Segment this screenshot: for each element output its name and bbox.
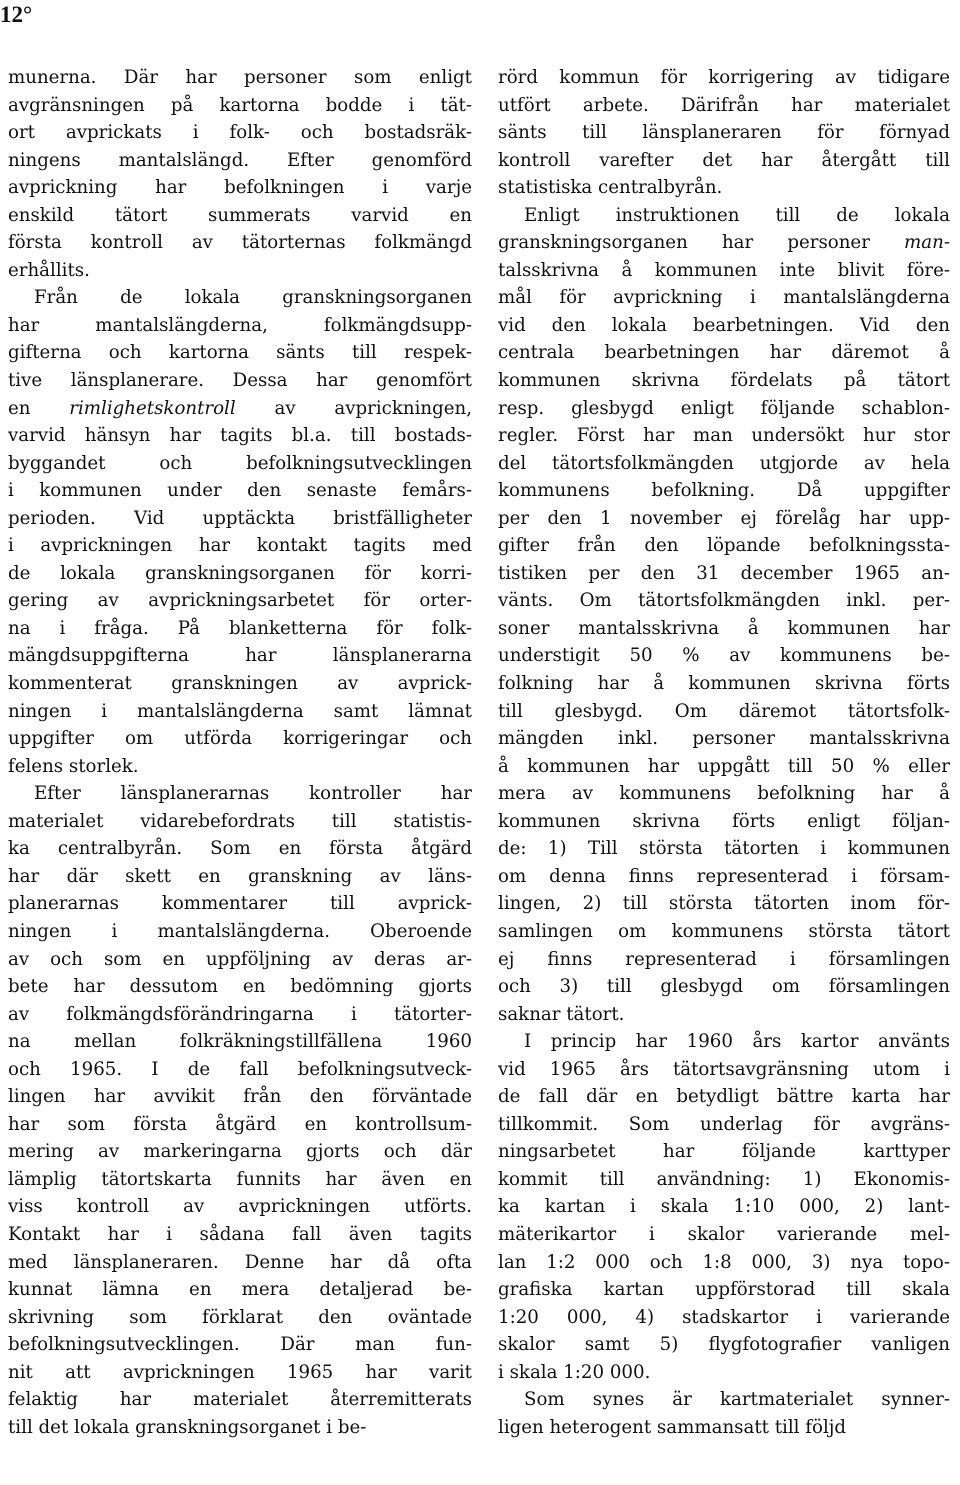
text-line: Kontakt har i sådana fall även tagits xyxy=(8,1223,472,1245)
text-line: varvid hänsyn har tagits bl.a. till bostads- xyxy=(8,425,472,447)
text-line: uppgifter om utförda korrigeringar och xyxy=(8,728,472,750)
text-line: del tätortsfolkmängden utgjorde av hela xyxy=(498,452,950,474)
text-line: å kommunen har uppgått till 50 % eller xyxy=(498,755,950,777)
text-line: na i fråga. På blanketterna för folk- xyxy=(8,617,472,639)
text-line: centrala bearbetningen har däremot å xyxy=(498,342,950,364)
text-line: samlingen om kommunens största tätort xyxy=(498,920,950,942)
text-line: ningen i mantalslängderna. Oberoende xyxy=(8,920,472,942)
text-line: kommunen skrivna förts enligt följan- xyxy=(498,810,950,832)
left-column xyxy=(8,64,472,1441)
right-column xyxy=(498,64,950,1441)
text-line: I princip har 1960 års kartor använts xyxy=(524,1031,950,1053)
text-line: statistiska centralbyrån. xyxy=(498,177,723,199)
text-line: har som första åtgärd en kontrollsum- xyxy=(8,1113,472,1135)
text-line: de: 1) Till största tätorten i kommunen xyxy=(498,838,950,860)
text-line: per den 1 november ej förelåg har upp- xyxy=(498,507,950,529)
paragraph xyxy=(498,64,950,202)
text-line: ningen i mantalslängderna samt lämnat xyxy=(8,700,472,722)
text-line: av folkmängdsförändringarna i tätorter- xyxy=(8,1003,472,1025)
text-line: understigit 50 % av kommunens be- xyxy=(498,645,950,667)
text-line: kommunens befolkning. Då uppgifter xyxy=(498,480,950,502)
text-line: ningsarbetet har följande karttyper xyxy=(498,1141,950,1163)
text-line: i skala 1:20 000. xyxy=(498,1361,651,1383)
text-line: erhållits. xyxy=(8,259,90,281)
text-line: i avprickningen har kontakt tagits med xyxy=(8,535,472,557)
text-line: till det lokala granskningsorganet i be- xyxy=(8,1416,367,1438)
text-line: Som synes är kartmaterialet synner- xyxy=(524,1389,950,1411)
paragraph xyxy=(8,64,472,284)
text-line: materialet vidarebefordrats till statistis- xyxy=(8,810,472,832)
text-line: avgränsningen på kartorna bodde i tät- xyxy=(8,94,472,116)
text-line: mängden inkl. personer mantalsskrivna xyxy=(498,728,950,750)
text-line: vänts. Om tätortsfolkmängden inkl. per- xyxy=(498,590,950,612)
text-line: tive länsplanerare. Dessa har genomfört xyxy=(8,370,472,392)
text-line: perioden. Vid upptäckta bristfälligheter xyxy=(8,507,472,529)
text-line: ort avprickats i folk- och bostadsräk- xyxy=(8,122,472,144)
text-line: till glesbygd. Om däremot tätortsfolk- xyxy=(498,700,950,722)
text-line: viss kontroll av avprickningen utförts. xyxy=(8,1196,472,1218)
text-line: sänts till länsplaneraren för förnyad xyxy=(498,122,950,144)
text-line: talsskrivna å kommunen inte blivit före- xyxy=(498,259,950,281)
text-line: kommenterat granskningen av avprick- xyxy=(8,673,472,695)
text-line: lämplig tätortskarta funnits har även en xyxy=(8,1168,472,1190)
text-line: rörd kommun för korrigering av tidigare xyxy=(498,67,950,88)
text-line: Efter länsplanerarnas kontroller har xyxy=(34,783,472,805)
text-line: enskild tätort summerats varvid en xyxy=(8,204,472,226)
text-line: felens storlek. xyxy=(8,755,139,777)
text-line: första kontroll av tätorternas folkmängd xyxy=(8,232,472,254)
text-line: de lokala granskningsorganen för korri- xyxy=(8,562,472,584)
text-line: 1:20 000, 4) stadskartor i varierande xyxy=(498,1306,950,1328)
text-line: ej finns representerad i församlingen xyxy=(498,948,950,970)
text-line: na mellan folkräkningstillfällena 1960 xyxy=(8,1031,472,1053)
paragraph xyxy=(498,202,950,1028)
text-line: nit att avprickningen 1965 har varit xyxy=(8,1361,472,1383)
text-line: mäterikartor i skalor varierande mel- xyxy=(498,1223,950,1245)
text-line: regler. Först har man undersökt hur stor xyxy=(498,425,950,447)
text-line: byggandet och befolkningsutvecklingen xyxy=(8,452,472,474)
paragraph xyxy=(8,284,472,780)
paragraph xyxy=(498,1028,950,1386)
text-line: om denna finns representerad i försam- xyxy=(498,865,950,887)
text-line: planerarnas kommentarer till avprick- xyxy=(8,893,472,915)
text-line: tistiken per den 31 december 1965 an- xyxy=(498,562,950,584)
text-line: ligen heterogent sammansatt till följd xyxy=(498,1416,847,1438)
text-line: gifter från den löpande befolkningssta- xyxy=(498,535,950,557)
text-line: befolkningsutvecklingen. Där man fun- xyxy=(8,1334,472,1356)
text-line: kontroll varefter det har återgått till xyxy=(498,149,950,171)
text-line: gering av avprickningsarbetet för orter- xyxy=(8,590,472,612)
text-line: ka kartan i skala 1:10 000, 2) lant- xyxy=(498,1196,950,1218)
text-line: munerna. Där har personer som enligt xyxy=(8,67,472,88)
text-line: folkning har å kommunen skrivna förts xyxy=(498,673,950,695)
text-line: skalor samt 5) flygfotografier vanligen xyxy=(498,1334,950,1356)
text-line: i kommunen under den senaste femårs- xyxy=(8,480,472,502)
text-line: de fall där en betydligt bättre karta har xyxy=(498,1086,950,1108)
page-number: 12° xyxy=(0,2,33,27)
text-line: ningens mantalslängd. Efter genomförd xyxy=(8,149,472,171)
text-line: lingen, 2) till största tätorten inom för- xyxy=(498,893,950,915)
text-line: ka centralbyrån. Som en första åtgärd xyxy=(8,838,472,860)
text-line: har där skett en granskning av läns- xyxy=(8,865,472,887)
text-line: av och som en uppföljning av deras ar- xyxy=(8,948,472,970)
text-line: mering av markeringarna gjorts och där xyxy=(8,1141,472,1163)
text-line: en rimlighetskontroll av avprickningen, xyxy=(8,397,472,419)
text-line: mål för avprickning i mantalslängderna xyxy=(498,287,950,309)
text-line: vid 1965 års tätortsavgränsning utom i xyxy=(498,1058,950,1080)
text-line: lan 1:2 000 och 1:8 000, 3) nya topo- xyxy=(498,1251,950,1273)
text-line: och 3) till glesbygd om församlingen xyxy=(498,976,950,998)
text-line: resp. glesbygd enligt följande schablon- xyxy=(498,397,950,419)
text-line: mängdsuppgifterna har länsplanerarna xyxy=(8,645,472,667)
text-line: utfört arbete. Därifrån har materialet xyxy=(498,94,950,116)
text-line: felaktig har materialet återremitterats xyxy=(8,1389,472,1411)
text-line: Enligt instruktionen till de lokala xyxy=(524,204,950,226)
text-line: skrivning som förklarat den oväntade xyxy=(8,1306,472,1328)
text-line: gifterna och kartorna sänts till respek- xyxy=(8,342,472,364)
paragraph xyxy=(498,1386,950,1441)
text-line: kommit till användning: 1) Ekonomis- xyxy=(498,1168,950,1190)
text-line: saknar tätort. xyxy=(498,1003,625,1025)
text-line: lingen har avvikit från den förväntade xyxy=(8,1086,472,1108)
text-line: och 1965. I de fall befolkningsutveck- xyxy=(8,1058,472,1080)
text-line: granskningsorganen har personer man- xyxy=(498,232,950,254)
text-line: grafiska kartan uppförstorad till skala xyxy=(498,1279,950,1301)
text-line: kunnat lämna en mera detaljerad be- xyxy=(8,1279,472,1301)
text-line: mera av kommunens befolkning har å xyxy=(498,783,950,805)
text-line: bete har dessutom en bedömning gjorts xyxy=(8,976,472,998)
text-line: kommunen skrivna fördelats på tätort xyxy=(498,370,950,392)
text-line: Från de lokala granskningsorganen xyxy=(34,287,472,309)
text-line: avprickning har befolkningen i varje xyxy=(8,177,472,199)
text-line: vid den lokala bearbetningen. Vid den xyxy=(498,314,950,336)
text-line: har mantalslängderna, folkmängdsupp- xyxy=(8,314,472,336)
text-line: soner mantalsskrivna å kommunen har xyxy=(498,617,950,639)
text-line: tillkommit. Som underlag för avgräns- xyxy=(498,1113,950,1135)
paragraph xyxy=(8,780,472,1441)
text-line: med länsplaneraren. Denne har då ofta xyxy=(8,1251,472,1273)
